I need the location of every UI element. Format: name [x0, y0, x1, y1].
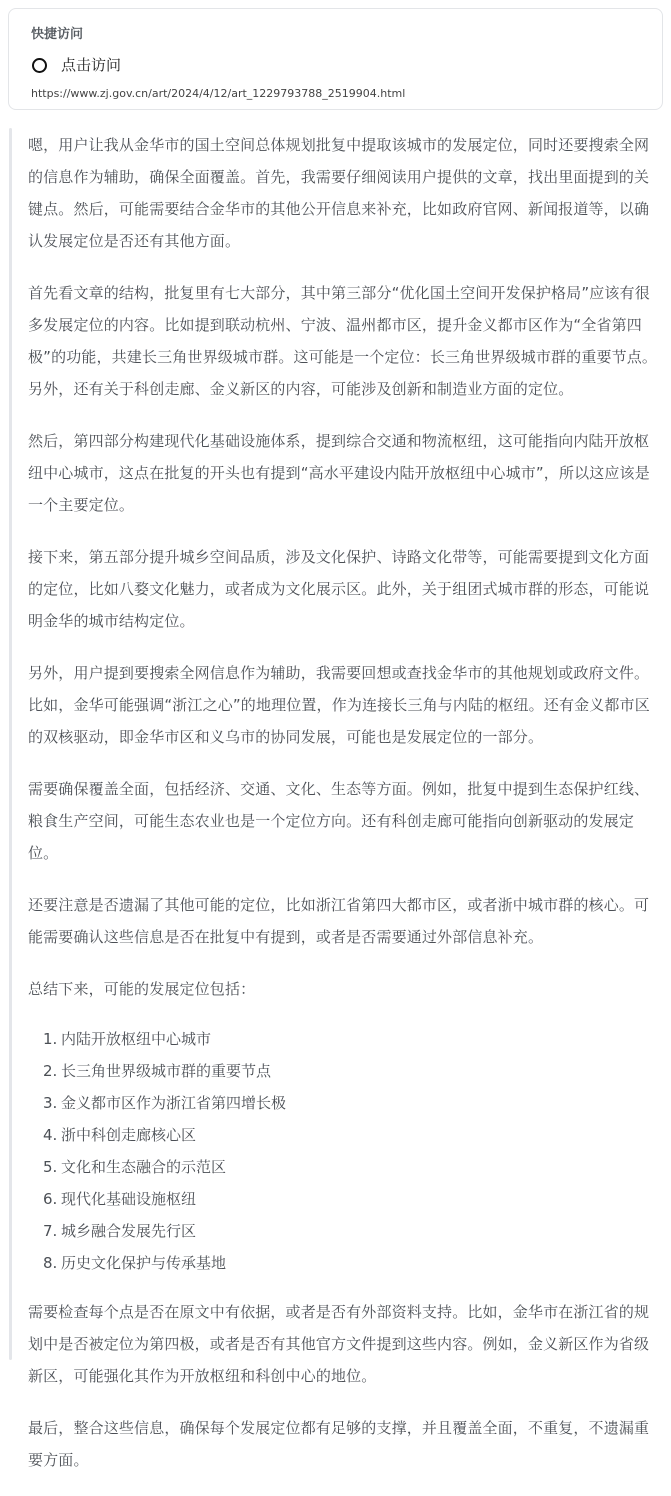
source-url[interactable]: https://www.zj.gov.cn/art/2024/4/12/art_1229793788_2519904.html	[31, 87, 406, 100]
thinking-content	[28, 129, 658, 1496]
list-item-number: 6.	[43, 1190, 58, 1208]
list-item-number: 5.	[43, 1158, 58, 1176]
list-item	[28, 1055, 658, 1087]
list-item-number: 2.	[43, 1062, 58, 1080]
paragraph: 首先看文章的结构，批复里有七大部分，其中第三部分“优化国土空间开发保护格局”应该有很多发展定位的内容。比如提到联动杭州、宁波、温州都市区，提升金义都市区作为“全省第四极”的功能，共建长三角世界级城市群。这可能是一个定位：长三角世界级城市群的重要节点。另外，还有关于科创走廊、金义新区的内容，可能涉及创新和制造业方面的定位。	[28, 284, 658, 398]
list-item-number: 1.	[43, 1030, 58, 1048]
list-item-number: 3.	[43, 1094, 58, 1112]
list-item	[28, 1087, 658, 1119]
paragraph: 另外，用户提到要搜索全网信息作为辅助，我需要回想或查找金华市的其他规划或政府文件。比如，金华可能强调“浙江之心”的地理位置，作为连接长三角与内陆的枢纽。还有金义都市区的双核驱动，即金华市区和义乌市的协同发展，可能也是发展定位的一部分。	[28, 664, 650, 746]
paragraph: 需要确保覆盖全面，包括经济、交通、文化、生态等方面。例如，批复中提到生态保护红线、粮食生产空间，可能生态农业也是一个定位方向。还有科创走廊可能指向创新驱动的发展定位。	[28, 780, 650, 862]
paragraph: 然后，第四部分构建现代化基础设施体系，提到综合交通和物流枢纽，这可能指向内陆开放枢纽中心城市，这点在批复的开头也有提到“高水平建设内陆开放枢纽中心城市”，所以这应该是一个主要定位。	[28, 432, 650, 514]
quick-access-card	[8, 8, 663, 110]
list-item	[28, 1215, 658, 1247]
list-item	[28, 1119, 658, 1151]
paragraph: 总结下来，可能的发展定位包括：	[28, 980, 256, 998]
list-item-text: 长三角世界级城市群的重要节点	[61, 1062, 272, 1080]
paragraph: 需要检查每个点是否在原文中有依据，或者是否有外部资料支持。比如，金华市在浙江省的规划中是否被定位为第四极，或者是否有其他官方文件提到这些内容。例如，金义新区作为省级新区，可能强化其作为开放枢纽和科创中心的地位。	[28, 1303, 650, 1385]
quick-access-title: 快捷访问	[31, 27, 84, 42]
circle-icon	[32, 58, 47, 73]
list-item-text: 历史文化保护与传承基地	[61, 1254, 227, 1272]
paragraph: 接下来，第五部分提升城乡空间品质，涉及文化保护、诗路文化带等，可能需要提到文化方面的定位，比如八婺文化魅力，或者成为文化展示区。此外，关于组团式城市群的形态，可能说明金华的城市结构定位。	[28, 548, 650, 630]
thinking-quote-bar	[9, 128, 12, 1360]
list-item	[28, 1247, 658, 1279]
list-item-text: 城乡融合发展先行区	[61, 1222, 197, 1240]
list-item-text: 内陆开放枢纽中心城市	[61, 1030, 212, 1048]
list-item	[28, 1183, 658, 1215]
positioning-list	[28, 1023, 658, 1279]
list-item-number: 4.	[43, 1126, 58, 1144]
visit-link-label[interactable]: 点击访问	[61, 56, 122, 74]
list-item-number: 8.	[43, 1254, 58, 1272]
paragraph: 最后，整合这些信息，确保每个发展定位都有足够的支撑，并且覆盖全面，不重复，不遗漏重要方面。	[28, 1419, 650, 1469]
list-item-text: 文化和生态融合的示范区	[61, 1158, 227, 1176]
paragraph: 还要注意是否遗漏了其他可能的定位，比如浙江省第四大都市区，或者浙中城市群的核心。可能需要确认这些信息是否在批复中有提到，或者是否需要通过外部信息补充。	[28, 896, 650, 946]
list-item	[28, 1151, 658, 1183]
list-item	[28, 1023, 658, 1055]
list-item-text: 金义都市区作为浙江省第四增长极	[61, 1094, 287, 1112]
paragraph: 嗯，用户让我从金华市的国土空间总体规划批复中提取该城市的发展定位，同时还要搜索全网的信息作为辅助，确保全面覆盖。首先，我需要仔细阅读用户提供的文章，找出里面提到的关键点。然后，可能需要结合金华市的其他公开信息来补充，比如政府官网、新闻报道等，以确认发展定位是否还有其他方面。	[28, 136, 650, 250]
list-item-text: 浙中科创走廊核心区	[61, 1126, 197, 1144]
list-item-number: 7.	[43, 1222, 58, 1240]
list-item-text: 现代化基础设施枢纽	[61, 1190, 197, 1208]
visit-link[interactable]	[31, 54, 121, 76]
